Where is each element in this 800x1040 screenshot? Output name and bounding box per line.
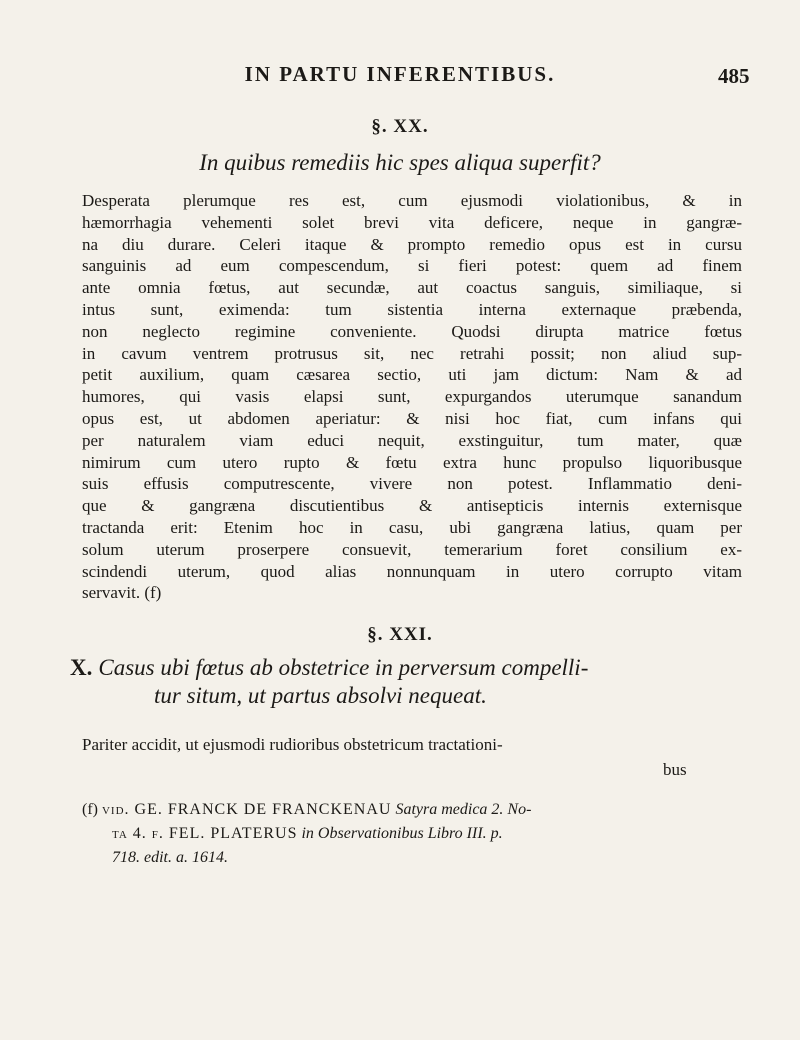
footnote-text: vid. GE. FRANCK DE FRANCKENAU: [101, 801, 392, 818]
text-line: intus sunt, eximenda: tum sistentia interna externaque præbenda,: [82, 299, 742, 319]
text-line: non neglecto regimine conveniente. Quodsi dirupta matrice fœtus: [82, 321, 742, 341]
footnote-line: [82, 822, 742, 846]
section-body-xxi: [82, 734, 742, 756]
text-line: sanguinis ad eum compescendum, si fieri potest: quem ad finem: [82, 256, 742, 276]
text-line: suis effusis computrescente, vivere non potest. Inflammatio deni-: [82, 474, 742, 494]
section-title-xx: In quibus remediis hic spes aliqua superfit?: [199, 150, 601, 175]
footnote-work: in Observationibus Libro III. p.: [301, 825, 503, 842]
footnote-text: ta 4. f. FEL. PLATERUS: [112, 825, 298, 842]
text-line: Pariter accidit, ut ejusmodi rudioribus obstetricum tractationi-: [82, 735, 503, 754]
text-line: opus est, ut abdomen aperiatur: & nisi hoc fiat, cum infans qui: [82, 408, 742, 428]
section-body-xx: [82, 190, 742, 604]
running-head: IN PARTU INFERENTIBUS.: [244, 62, 556, 86]
section-heading-xxi: §. XXI.: [367, 624, 433, 645]
text-line: scindendi uterum, quod alias nonnunquam in utero corrupto vitam: [82, 561, 742, 581]
text-line: que & gangræna discutientibus & antisepticis internis externisque: [82, 496, 742, 516]
text-line: tractanda erit: Etenim hoc in casu, ubi gangræna latius, quam per: [82, 517, 742, 537]
footnote-mark: (f): [82, 801, 98, 818]
text-line: per naturalem viam educi nequit, exstinguitur, tum mater, quæ: [82, 430, 742, 450]
section-title-line: tur situm, ut partus absolvi nequeat.: [154, 683, 487, 708]
text-line: hæmorrhagia vehementi solet brevi vita deficere, neque in gangræ-: [82, 212, 742, 232]
text-line: petit auxilium, quam cæsarea sectio, uti jam dictum: Nam & ad: [82, 365, 742, 385]
footnote-work: Satyra medica 2. No-: [395, 801, 532, 818]
text-line: humores, qui vasis elapsi sunt, expurgandos uterumque sanandum: [82, 387, 742, 407]
footnote-line: [82, 798, 742, 822]
text-line: solum uterum proserpere consuevit, temerarium foret consilium ex-: [82, 539, 742, 559]
section-letter: X.: [70, 655, 93, 680]
text-line: na diu durare. Celeri itaque & prompto remedio opus est in cursu: [82, 234, 742, 254]
page-number: 485: [718, 64, 750, 88]
text-line: nimirum cum utero rupto & fœtu extra hunc propulso liquoribusque: [82, 452, 742, 472]
text-line: Desperata plerumque res est, cum ejusmodi violationibus, & in: [82, 191, 742, 210]
text-line: in cavum ventrem protrusus sit, nec retrahi possit; non aliud sup-: [82, 343, 742, 363]
catchword: bus: [663, 760, 687, 779]
section-title-line: Casus ubi fœtus ab obstetrice in perversum compelli-: [98, 655, 589, 680]
text-line: servavit. (f): [82, 583, 162, 603]
footnote: [82, 798, 742, 870]
section-title-xxi: [70, 654, 750, 710]
text-line: ante omnia fœtus, aut secundæ, aut coactus sanguis, similiaque, si: [82, 278, 742, 298]
section-heading-xx: §. XX.: [371, 116, 429, 137]
footnote-line: 718. edit. a. 1614.: [112, 849, 228, 866]
